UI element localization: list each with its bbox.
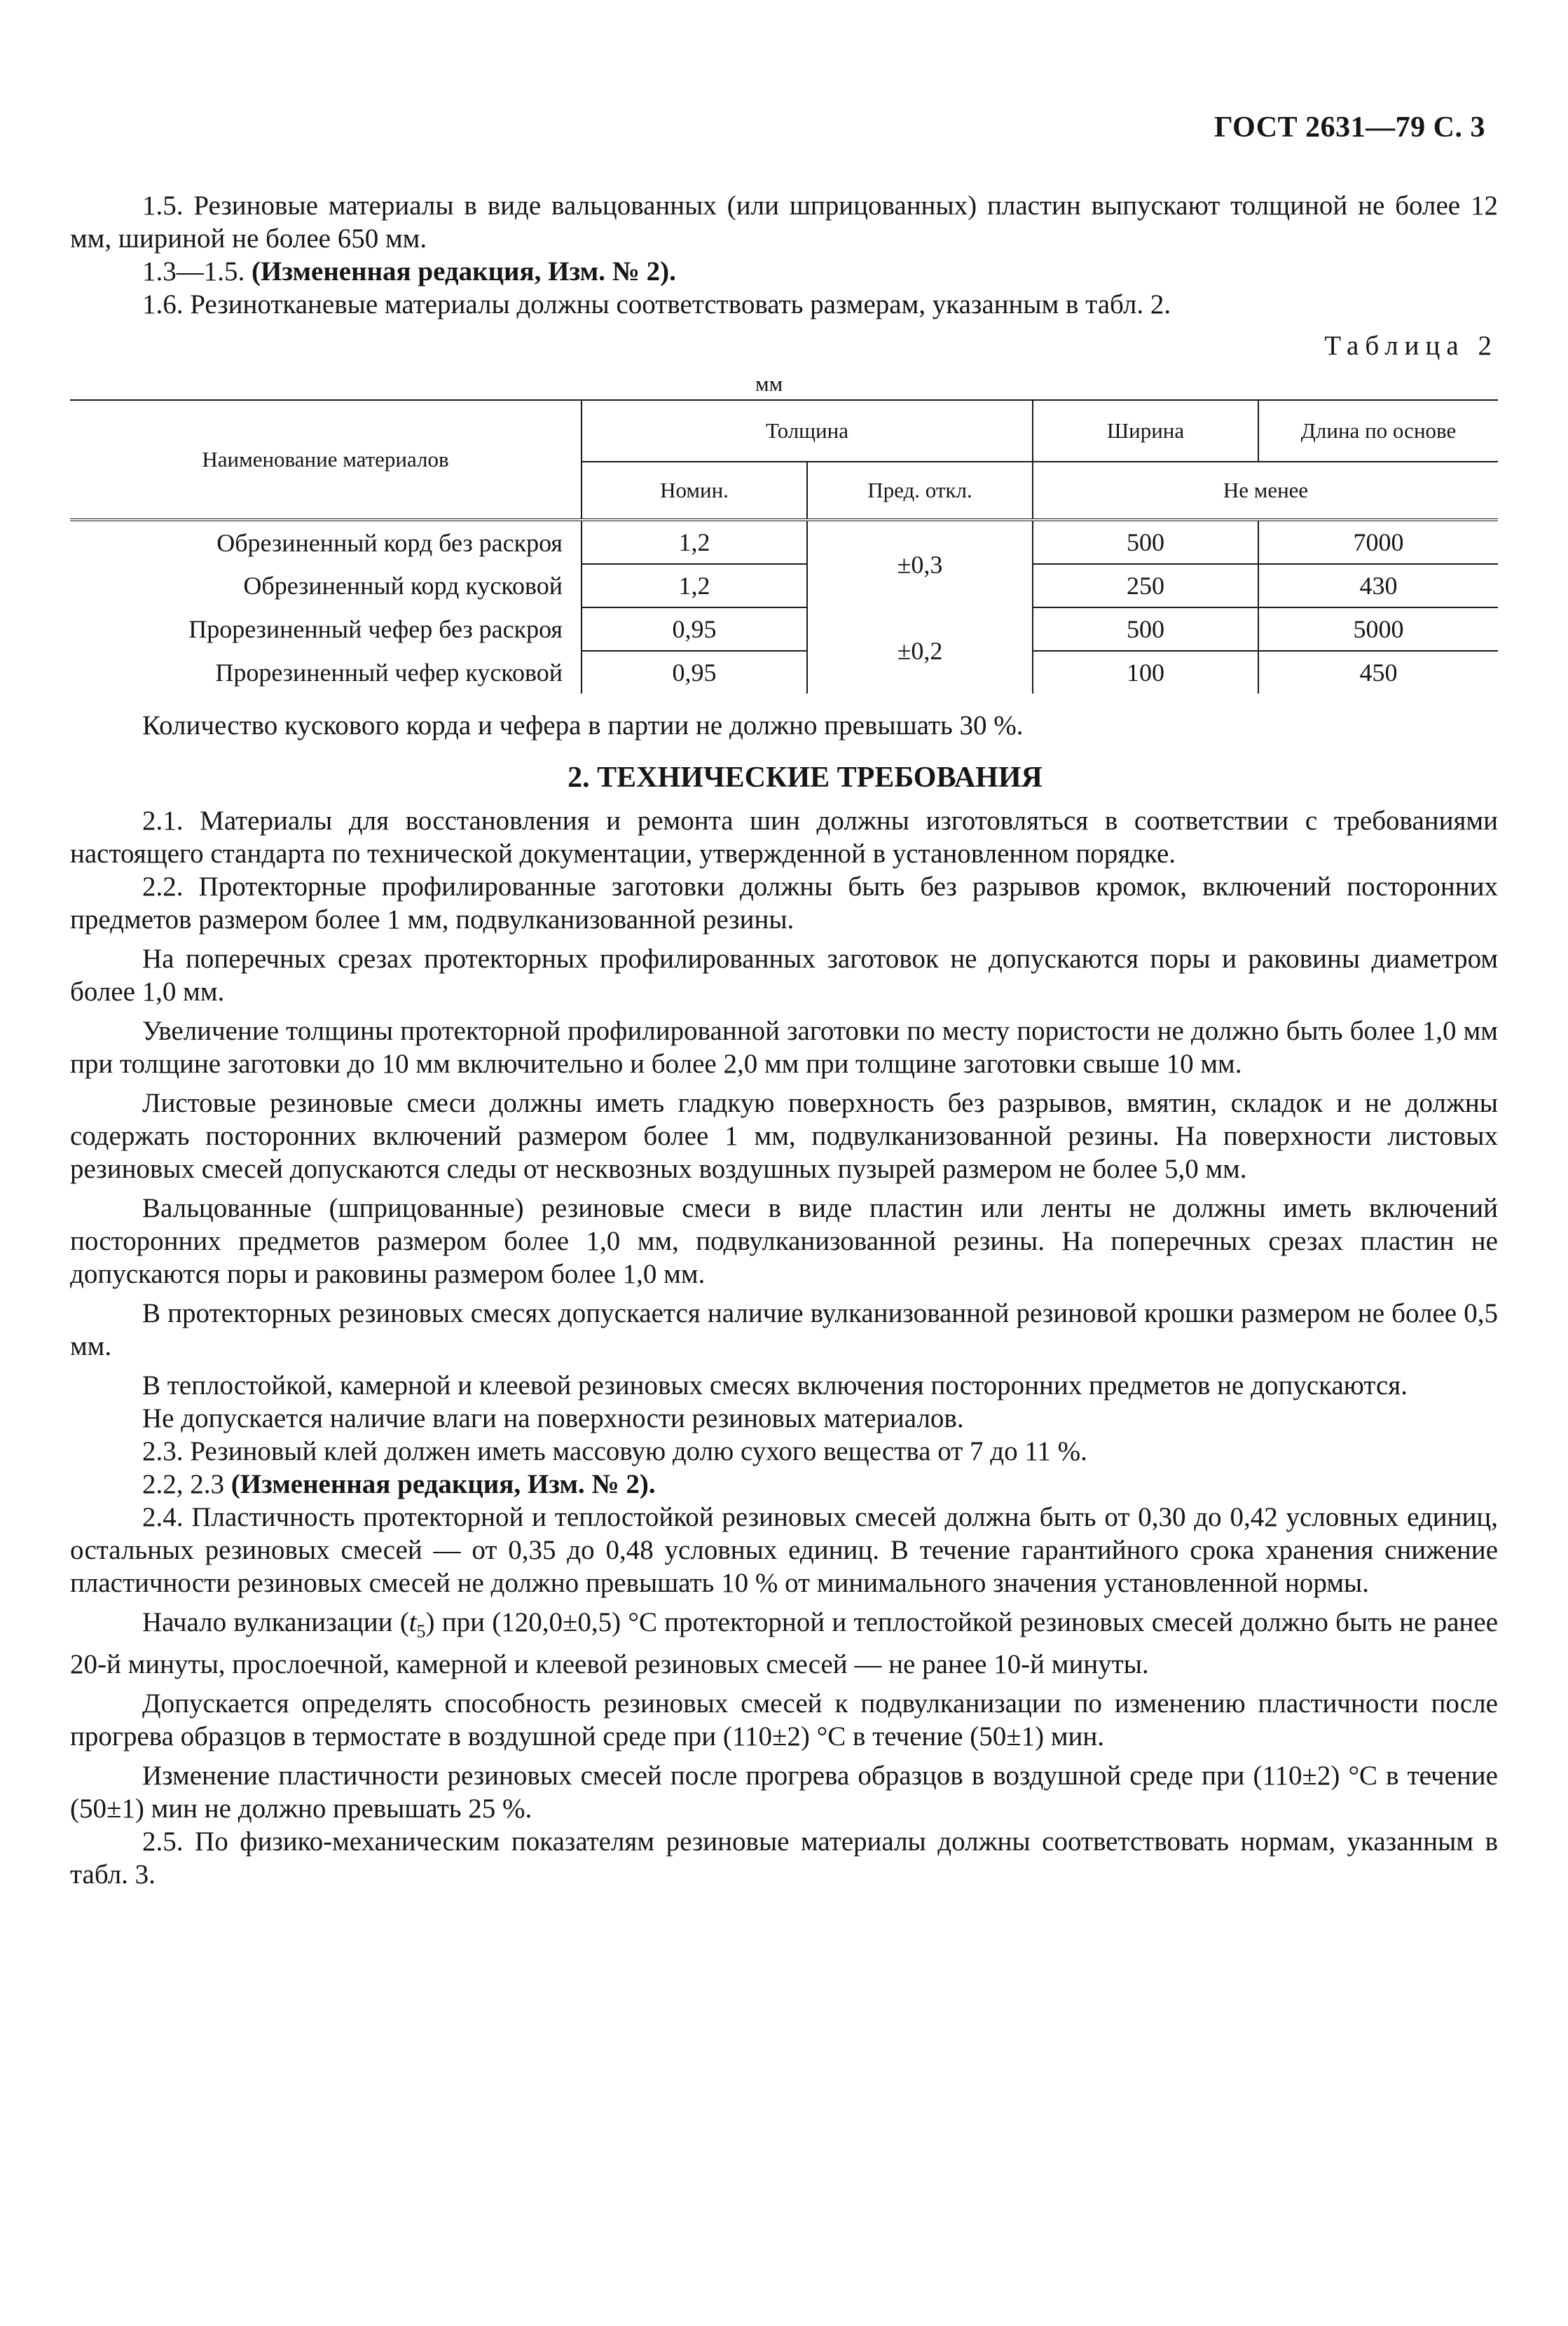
cell-name: Прорезиненный чефер кусковой [215,658,563,687]
amendment-prefix: 2.2, 2.3 [142,1469,231,1499]
vulc-text-before: Начало вулканизации ( [142,1607,409,1637]
table-row [70,607,1498,651]
table-row [70,520,1498,564]
units-label: мм [755,371,783,396]
paragraph: Изменение пластичности резиновых смесей после прогрева образцов в воздушной среде при (110±2) °С в течение (50±1) мин не должно превышать 25 %. [70,1760,1498,1824]
cell-nominal: 1,2 [582,564,807,607]
header-name: Наименование материалов [202,447,449,472]
paragraph: 2.3. Резиновый клей должен иметь массовую долю сухого вещества от 7 до 11 %. [142,1436,1087,1466]
cell-length: 5000 [1258,607,1498,651]
header-width: Ширина [1033,400,1258,462]
amendment-bold: (Измененная редакция, Изм. № 2). [252,256,676,287]
header-not-less: Не менее [1033,462,1498,520]
cell-nominal: 0,95 [582,651,807,694]
cell-name: Прорезиненный чефер без раскроя [188,615,563,643]
paragraph-vulcanization [70,1606,1498,1681]
paragraph-2-4: 2.4. Пластичность протекторной и теплостойкой резиновых смесей должна быть от 0,30 до 0,42 условных единиц, остальных резиновых смесей — от 0,35 до 0,48 условных единиц. В течение гарантийного срока хранения снижение пластичности резиновых смесей не должно превышать 10 % от минимального значения установленной нормы. [70,1502,1498,1598]
table-caption: Таблица 2 [1324,331,1498,361]
cell-width: 250 [1033,564,1258,607]
table-2 [70,399,1498,694]
vulc-t-symbol: t [408,1607,417,1637]
paragraph: Не допускается наличие влаги на поверхности резиновых материалов. [142,1403,964,1433]
cell-name: Обрезиненный корд без раскроя [216,528,563,557]
cell-width: 500 [1033,520,1258,564]
table-row [70,564,1498,607]
vulc-t-subscript: 5 [416,1620,426,1642]
header-thickness: Толщина [582,400,1033,462]
section-title: 2. ТЕХНИЧЕСКИЕ ТРЕБОВАНИЯ [568,762,1043,794]
paragraph: В теплостойкой, камерной и клеевой резиновых смесях включения посторонних предметов не допускаются. [142,1370,1408,1401]
paragraph: Увеличение толщины протекторной профилированной заготовки по месту пористости не должно быть более 1,0 мм при толщине заготовки до 10 мм включительно и более 2,0 мм при толщине заготовки свыше 10 мм. [70,1016,1498,1079]
cell-tolerance: ±0,2 [807,607,1033,694]
cell-nominal: 1,2 [582,520,807,564]
cell-name: Обрезиненный корд кусковой [243,572,563,600]
vulc-text-after: ) при (120,0±0,5) °С протекторной и теплостойкой резиновых смесей должно быть не ранее 20-й минуты, прослоечной, камерной и клеевой резиновых смесей — не ранее 10-й минуты. [70,1607,1498,1679]
paragraph: Вальцованные (шприцованные) резиновые смеси в виде пластин или ленты не должны иметь включений посторонних предметов размером более 1,0 мм, подвулканизованной резины. На поперечных срезах пластин не допускаются поры и раковины размером более 1,0 мм. [70,1193,1498,1289]
paragraph: В протекторных резиновых смесях допускается наличие вулканизованной резиновой крошки размером не более 0,5 мм. [70,1298,1498,1361]
paragraph-1-5: 1.5. Резиновые материалы в виде вальцованных (или шприцованных) пластин выпускают толщиной не более 12 мм, шириной не более 650 мм. [70,191,1498,254]
header-nominal: Номин. [582,462,807,520]
header-tolerance: Пред. откл. [807,462,1033,520]
table-units [70,364,1498,399]
cell-width: 100 [1033,651,1258,694]
amendment-note-1-3-1-5 [70,255,1498,288]
paragraph-2-5: 2.5. По физико-механическим показателям резиновые материалы должны соответствовать нормам, указанным в табл. 3. [70,1826,1498,1890]
paragraph: 2.2. Протекторные профилированные заготовки должны быть без разрывов кромок, включений посторонних предметов размером более 1 мм, подвулканизованной резины. [70,872,1498,935]
paragraph: Листовые резиновые смеси должны иметь гладкую поверхность без разрывов, вмятин, складок и не должны содержать посторонних включений размером более 1 мм, подвулканизованной резины. На поверхности листовых резиновых смесей допускаются следы от несквозных воздушных пузырей размером не более 5,0 мм. [70,1088,1498,1184]
paragraph: Допускается определять способность резиновых смесей к подвулканизации по изменению пластичности после прогрева образцов в термостате в воздушной среде при (110±2) °С в течение (50±1) мин. [70,1688,1498,1752]
paragraph: 2.1. Материалы для восстановления и ремонта шин должны изготовляться в соответствии с требованиями настоящего стандарта по технической документации, утвержденной в установленном порядке. [70,806,1498,869]
paragraph: На поперечных срезах протекторных профилированных заготовок не допускаются поры и раковины диаметром более 1,0 мм. [70,944,1498,1007]
amendment-prefix: 1.3—1.5. [142,256,252,287]
cell-nominal: 0,95 [582,607,807,651]
amendment-note-2-2-2-3 [70,1468,1498,1501]
cell-width: 500 [1033,607,1258,651]
document-body [70,189,1498,1891]
cell-tolerance: ±0,3 [807,520,1033,607]
cell-length: 450 [1258,651,1498,694]
cell-length: 430 [1258,564,1498,607]
table-note: Количество кускового корда и чефера в партии не должно превышать 30 %. [142,710,1024,741]
cell-length: 7000 [1258,520,1498,564]
header-length: Длина по основе [1258,400,1498,462]
page-header: ГОСТ 2631—79 С. 3 [1213,111,1485,144]
table-row [70,651,1498,694]
amendment-bold: (Измененная редакция, Изм. № 2). [231,1469,656,1499]
paragraph-1-6: 1.6. Резинотканевые материалы должны соответствовать размерам, указанным в табл. 2. [142,289,1171,319]
